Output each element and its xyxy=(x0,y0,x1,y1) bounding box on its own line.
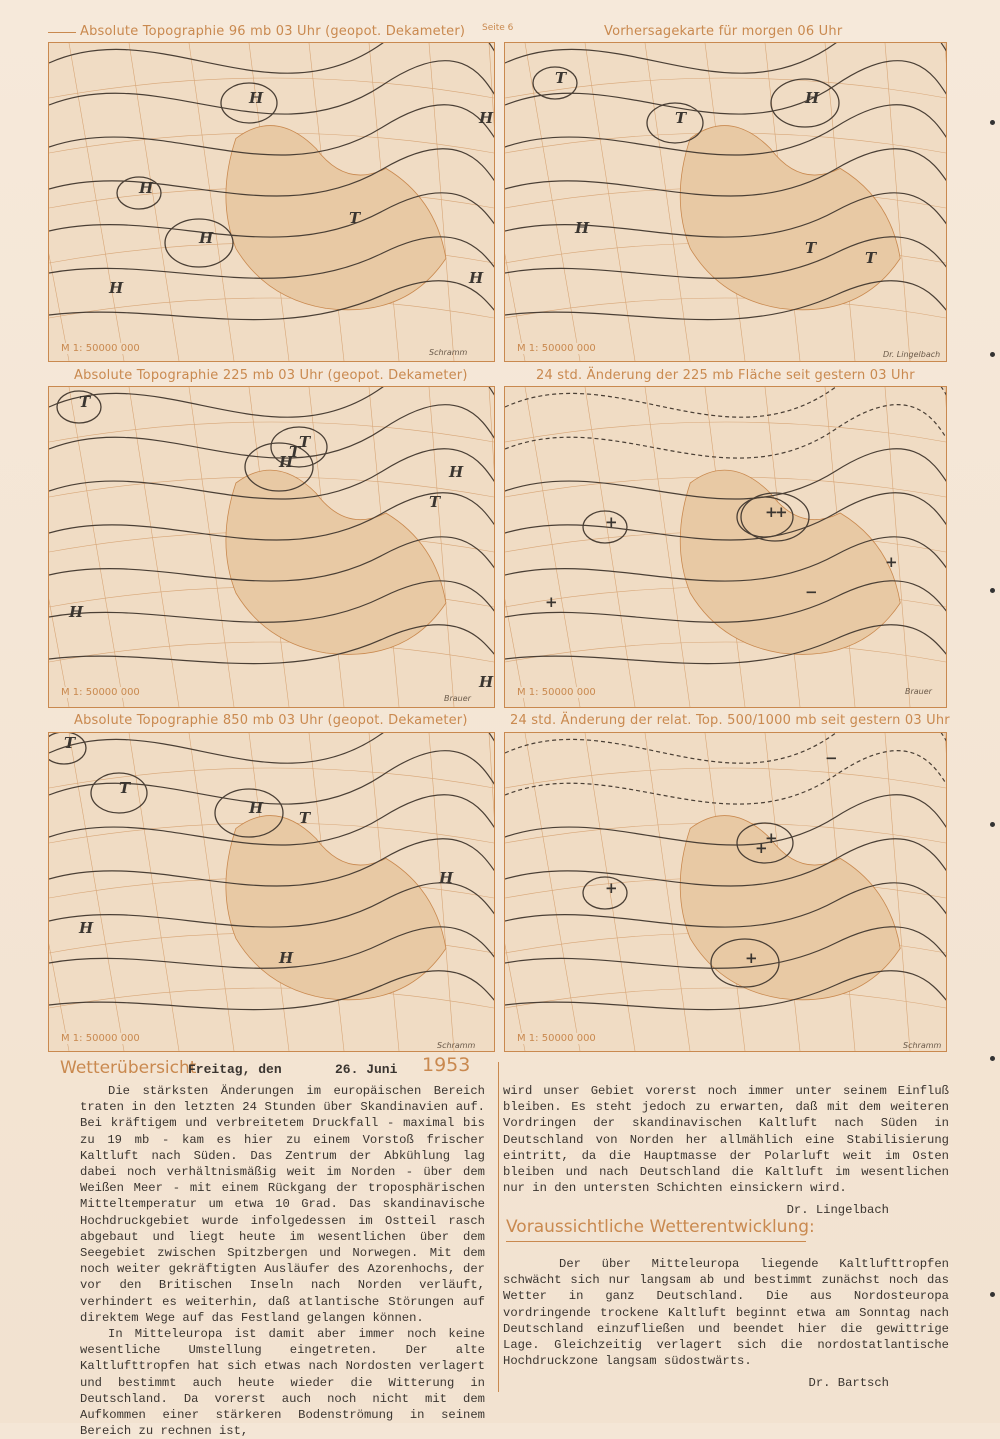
pressure-center-label: H xyxy=(439,869,454,887)
year: 1953 xyxy=(422,1054,471,1076)
map-scale: M 1: 50000 000 xyxy=(517,1033,596,1044)
map-title-1: Absolute Topographie 96 mb 03 Uhr (geopot. Dekameter) xyxy=(80,24,466,39)
map-signature: Brauer xyxy=(444,694,471,703)
isoline xyxy=(505,387,946,417)
column-divider xyxy=(498,1062,499,1392)
map-96mb-svg xyxy=(49,43,494,361)
isoline xyxy=(49,733,494,763)
pressure-center-label: H xyxy=(279,949,294,967)
pressure-center-label: T xyxy=(64,734,76,752)
pressure-center-label: + xyxy=(765,503,778,521)
pressure-center-label: H xyxy=(199,229,214,247)
author-signature: Dr. Bartsch xyxy=(808,1376,889,1391)
pressure-center-label: + xyxy=(545,593,558,611)
right-text-column xyxy=(503,1083,949,1219)
left-text-column xyxy=(80,1083,485,1439)
map-225mb-change-svg xyxy=(505,387,946,707)
parallel xyxy=(505,768,946,788)
map-850mb-svg xyxy=(49,733,494,1051)
map-signature: Dr. Lingelbach xyxy=(883,350,941,359)
title-rule xyxy=(48,32,76,33)
pressure-center-label: T xyxy=(555,69,567,87)
pressure-center-label: + xyxy=(885,553,898,571)
map-title-2: Vorhersagekarte für morgen 06 Uhr xyxy=(604,24,843,39)
isoline xyxy=(505,405,946,458)
map-title-4: 24 std. Änderung der 225 mb Fläche seit gestern 03 Uhr xyxy=(536,368,915,383)
pressure-center-label: T xyxy=(119,779,131,797)
pressure-center-label: H xyxy=(479,109,494,127)
map-scale: M 1: 50000 000 xyxy=(517,687,596,698)
landmass xyxy=(226,126,446,310)
parallel xyxy=(505,78,946,98)
map-signature: Schramm xyxy=(903,1041,942,1050)
pressure-center-label: − xyxy=(805,583,818,601)
map-225mb-svg xyxy=(49,387,494,707)
isoline xyxy=(505,61,946,114)
isoline xyxy=(49,751,494,804)
binder-hole xyxy=(990,1292,995,1297)
binder-hole xyxy=(990,352,995,357)
parallel xyxy=(505,422,946,442)
isoline xyxy=(49,61,494,114)
binder-hole xyxy=(990,1056,995,1061)
isoline xyxy=(505,733,946,763)
isoline xyxy=(49,387,494,417)
map-scale: M 1: 50000 000 xyxy=(61,687,140,698)
map-scale: M 1: 50000 000 xyxy=(517,343,596,354)
pressure-center-label: + xyxy=(745,949,758,967)
map-relat-top-svg xyxy=(505,733,946,1051)
map-title-5: Absolute Topographie 850 mb 03 Uhr (geopot. Dekameter) xyxy=(74,713,468,728)
parallel xyxy=(49,78,494,98)
landmass xyxy=(680,126,900,310)
map-panel-96mb xyxy=(48,42,495,362)
pressure-center-label: + xyxy=(755,839,768,857)
pressure-center-label: H xyxy=(469,269,484,287)
map-scale: M 1: 50000 000 xyxy=(61,1033,140,1044)
map-panel-225mb-change xyxy=(504,386,947,708)
binder-hole xyxy=(990,822,995,827)
map-title-6: 24 std. Änderung der relat. Top. 500/1000 mb seit gestern 03 Uhr xyxy=(510,713,950,728)
pressure-center-label: H xyxy=(249,89,264,107)
pressure-center-label: T xyxy=(805,239,817,257)
pressure-center-label: H xyxy=(79,919,94,937)
map-signature: Schramm xyxy=(429,348,468,357)
map-panel-850mb xyxy=(48,732,495,1052)
pressure-center-label: H xyxy=(279,453,294,471)
isoline xyxy=(49,43,494,73)
pressure-center-label: T xyxy=(349,209,361,227)
parallel xyxy=(505,298,946,318)
pressure-center-label: H xyxy=(805,89,820,107)
parallel xyxy=(49,768,494,788)
isoline xyxy=(505,43,946,73)
forecast-column xyxy=(503,1256,949,1392)
paragraph: Der über Mitteleuropa liegende Kaltlufttropfen schwächt sich nur langsam ab und bestimmt zunächst noch das Wetter in ganz Deutschland. Die aus Nordosteuropa vordringende trockene Kaltluft beginnt etwa am Sonntag nach Deutschland einzufließen und beendet hier die gewittrige Lage. Gleichzeitig verlagert sich die nordostatlantische Hochdruckzone langsam südostwärts. xyxy=(503,1257,949,1369)
map-signature: Schramm xyxy=(437,1041,476,1050)
meridian xyxy=(489,387,494,707)
map-title-3: Absolute Topographie 225 mb 03 Uhr (geopot. Dekameter) xyxy=(74,368,468,383)
map-panel-forecast xyxy=(504,42,947,362)
pressure-center-label: − xyxy=(825,749,838,767)
pressure-center-label: H xyxy=(109,279,124,297)
pressure-center-label: + xyxy=(765,829,778,847)
pressure-center-label: H xyxy=(449,463,464,481)
paragraph: Die stärksten Änderungen im europäischen Bereich traten in den letzten 24 Stunden über Skandinavien auf. Bei kräftigem und verbreitetem Druckfall - maximal bis zu 19 mb - kam es hier zu einem Vorstoß frischer Kaltluft nach Süden. Das Zentrum der Abkühlung lag dabei noch verhältnismäßig weit im Norden - über dem Weißen Meer - mit einem Rückgang der troposphärischen Mitteltemperatur um etwa 10 Grad. Das skandinavische Hochdruckgebiet wurde infolgedessen im Ostteil rasch abgebaut und liegt heute im wesentlichen über dem Seegebiet zwischen Spitzbergen und Norwegen. Mit dem noch weiter gekräftigten Ausläufer des Azorenhochs, der vor den Britischen Inseln nach Norden verläuft, verhindert es weiterhin, daß atlantische Störungen auf direktem Wege auf das Festland gelangen können. xyxy=(80,1084,485,1325)
date: 26. Juni xyxy=(335,1062,398,1077)
isoline xyxy=(505,751,946,804)
pressure-center-label: H xyxy=(69,603,84,621)
pressure-center-label: + xyxy=(605,513,618,531)
pressure-center-label: T xyxy=(865,249,877,267)
map-panel-225mb xyxy=(48,386,495,708)
forecast-title: Voraussichtliche Wetterentwicklung: xyxy=(506,1217,815,1237)
landmass xyxy=(226,816,446,1000)
pressure-center-label: H xyxy=(249,799,264,817)
map-forecast-svg xyxy=(505,43,946,361)
pressure-center-label: H xyxy=(479,673,494,691)
map-signature: Brauer xyxy=(905,687,932,696)
date-prefix: Freitag, den xyxy=(188,1062,282,1077)
page-number: Seite 6 xyxy=(482,23,514,33)
paragraph: In Mitteleuropa ist damit aber immer noch keine wesentliche Umstellung eingetreten. Der alte Kaltlufttropfen hat sich etwas nach Nordosten verlagert und bestimmt auch heute wieder die Witterung in Deutschland. Da vorerst auch noch nicht mit dem Aufkommen einer stärkeren Bodenströmung in seinem Bereich zu rechnen ist, xyxy=(80,1327,485,1439)
binder-hole xyxy=(990,120,995,125)
binder-hole xyxy=(990,588,995,593)
meridian xyxy=(885,733,910,1051)
pressure-center-label: T xyxy=(299,433,311,451)
pressure-center-label: T xyxy=(299,809,311,827)
parallel xyxy=(49,422,494,442)
pressure-center-label: + xyxy=(775,503,788,521)
paragraph: wird unser Gebiet vorerst noch immer unter seinem Einfluß bleiben. Es steht jedoch zu erwarten, daß mit dem weiteren Vordringen der skandinavischen Kaltluft nach Süden in Deutschland von Norden her allmählich eine Stabilisierung eintritt, da die Hauptmasse der Polarluft weit im Osten bleiben und nach Deutschland die Kaltluft im wesentlichen nur in den untersten Schichten einsickern wird. xyxy=(503,1084,949,1196)
meridian xyxy=(885,43,910,361)
map-panel-relat-top-change xyxy=(504,732,947,1052)
parallel xyxy=(505,642,946,662)
meridian xyxy=(945,733,946,1051)
section-title-wetteruebersicht: Wetterübersicht xyxy=(60,1058,197,1078)
pressure-center-label: H xyxy=(575,219,590,237)
map-scale: M 1: 50000 000 xyxy=(61,343,140,354)
forecast-underline xyxy=(506,1241,806,1242)
meridian xyxy=(885,387,910,707)
parallel xyxy=(505,988,946,1008)
pressure-center-label: T xyxy=(675,109,687,127)
meridian xyxy=(945,387,946,707)
pressure-center-label: T xyxy=(429,493,441,511)
pressure-center-label: H xyxy=(139,179,154,197)
pressure-center-label: T xyxy=(289,443,301,461)
author-signature: Dr. Lingelbach xyxy=(786,1203,889,1218)
pressure-center-label: T xyxy=(79,393,91,411)
meridian xyxy=(945,43,946,361)
pressure-center-label: + xyxy=(605,879,618,897)
